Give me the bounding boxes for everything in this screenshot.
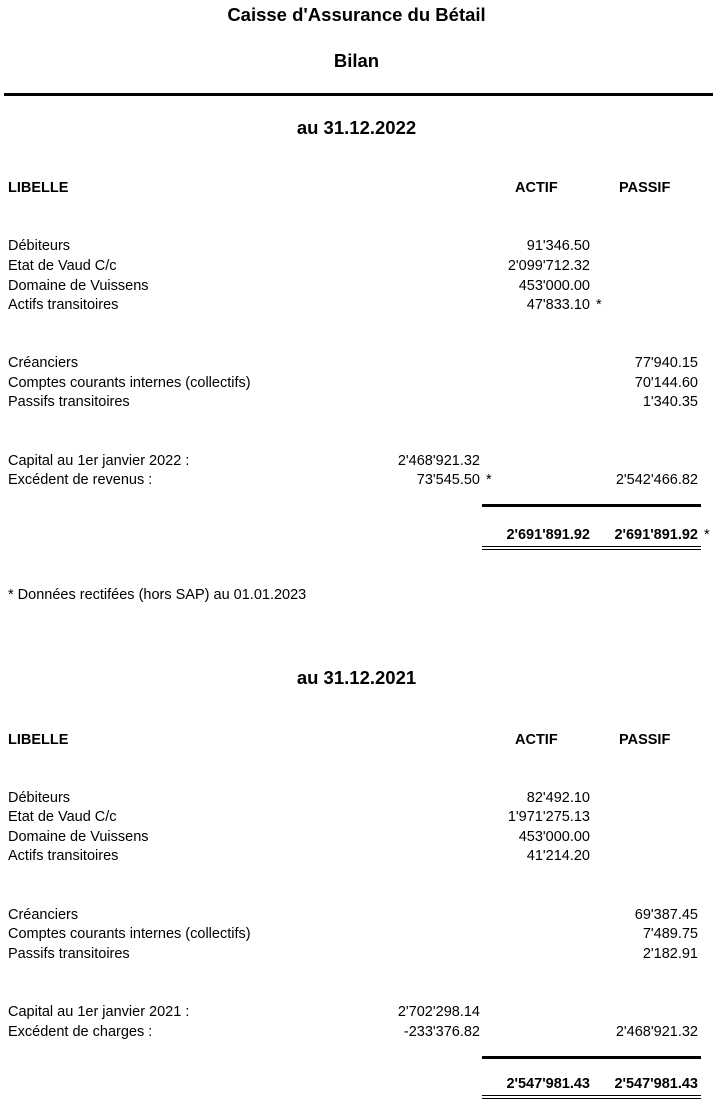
column-header-actif: ACTIF	[515, 732, 558, 748]
total-passif: 2'691'891.92	[614, 527, 698, 543]
row-label-excedent: Excédent de revenus :	[8, 472, 153, 488]
footnote: * Données rectifées (hors SAP) au 01.01.2023	[8, 587, 307, 603]
total-rule-top	[482, 504, 701, 507]
actif-debiteurs: 91'346.50	[526, 238, 590, 254]
column-header-libelle: LIBELLE	[8, 180, 69, 196]
passif-comptes-courants: 7'489.75	[642, 926, 698, 942]
actif-etat: 2'099'712.32	[507, 258, 590, 274]
amount-capital: 2'468'921.32	[397, 453, 480, 469]
passif-capital-total: 2'468'921.32	[615, 1024, 698, 1040]
row-label-domaine: Domaine de Vuissens	[8, 829, 149, 845]
row-label-excedent: Excédent de charges :	[8, 1024, 153, 1040]
actif-actifs-transitoires: 41'214.20	[526, 848, 590, 864]
correction-mark: *	[704, 527, 710, 543]
column-header-passif: PASSIF	[619, 180, 671, 196]
row-label-actifs-transitoires: Actifs transitoires	[8, 848, 119, 864]
row-label-etat: Etat de Vaud C/c	[8, 258, 117, 274]
row-label-passifs-transitoires: Passifs transitoires	[8, 946, 130, 962]
passif-passifs-transitoires: 1'340.35	[642, 394, 698, 410]
row-label-comptes-courants: Comptes courants internes (collectifs)	[8, 926, 251, 942]
total-actif: 2'691'891.92	[506, 527, 590, 543]
document-title: Caisse d'Assurance du Bétail	[227, 4, 486, 25]
total-rule-double-1	[482, 546, 701, 547]
actif-debiteurs: 82'492.10	[526, 790, 590, 806]
header-rule	[4, 93, 713, 96]
row-label-comptes-courants: Comptes courants internes (collectifs)	[8, 375, 251, 391]
column-header-libelle: LIBELLE	[8, 732, 69, 748]
passif-passifs-transitoires: 2'182.91	[642, 946, 698, 962]
total-actif: 2'547'981.43	[506, 1076, 590, 1092]
row-label-actifs-transitoires: Actifs transitoires	[8, 297, 119, 313]
row-label-creanciers: Créanciers	[8, 907, 79, 923]
total-rule-double-2	[482, 549, 701, 550]
amount-capital: 2'702'298.14	[397, 1004, 480, 1020]
passif-creanciers: 69'387.45	[634, 907, 698, 923]
row-label-debiteurs: Débiteurs	[8, 790, 71, 806]
passif-capital-total: 2'542'466.82	[615, 472, 698, 488]
document-subtitle: Bilan	[333, 50, 380, 71]
row-label-debiteurs: Débiteurs	[8, 238, 71, 254]
amount-excedent: 73'545.50	[416, 472, 480, 488]
section-date-2022: au 31.12.2022	[296, 117, 417, 138]
actif-etat: 1'971'275.13	[507, 809, 590, 825]
total-rule-double-2	[482, 1098, 701, 1099]
passif-creanciers: 77'940.15	[634, 355, 698, 371]
actif-domaine: 453'000.00	[518, 829, 590, 845]
total-rule-top	[482, 1056, 701, 1059]
row-label-capital: Capital au 1er janvier 2021 :	[8, 1004, 190, 1020]
column-header-passif: PASSIF	[619, 732, 671, 748]
row-label-creanciers: Créanciers	[8, 355, 79, 371]
total-rule-double-1	[482, 1095, 701, 1096]
total-passif: 2'547'981.43	[614, 1076, 698, 1092]
section-date-2021: au 31.12.2021	[296, 667, 417, 688]
row-label-etat: Etat de Vaud C/c	[8, 809, 117, 825]
actif-actifs-transitoires: 47'833.10	[526, 297, 590, 313]
column-header-actif: ACTIF	[515, 180, 558, 196]
correction-mark: *	[486, 472, 492, 488]
passif-comptes-courants: 70'144.60	[634, 375, 698, 391]
amount-excedent: -233'376.82	[403, 1024, 480, 1040]
correction-mark: *	[596, 297, 602, 313]
row-label-capital: Capital au 1er janvier 2022 :	[8, 453, 190, 469]
row-label-domaine: Domaine de Vuissens	[8, 278, 149, 294]
row-label-passifs-transitoires: Passifs transitoires	[8, 394, 130, 410]
actif-domaine: 453'000.00	[518, 278, 590, 294]
